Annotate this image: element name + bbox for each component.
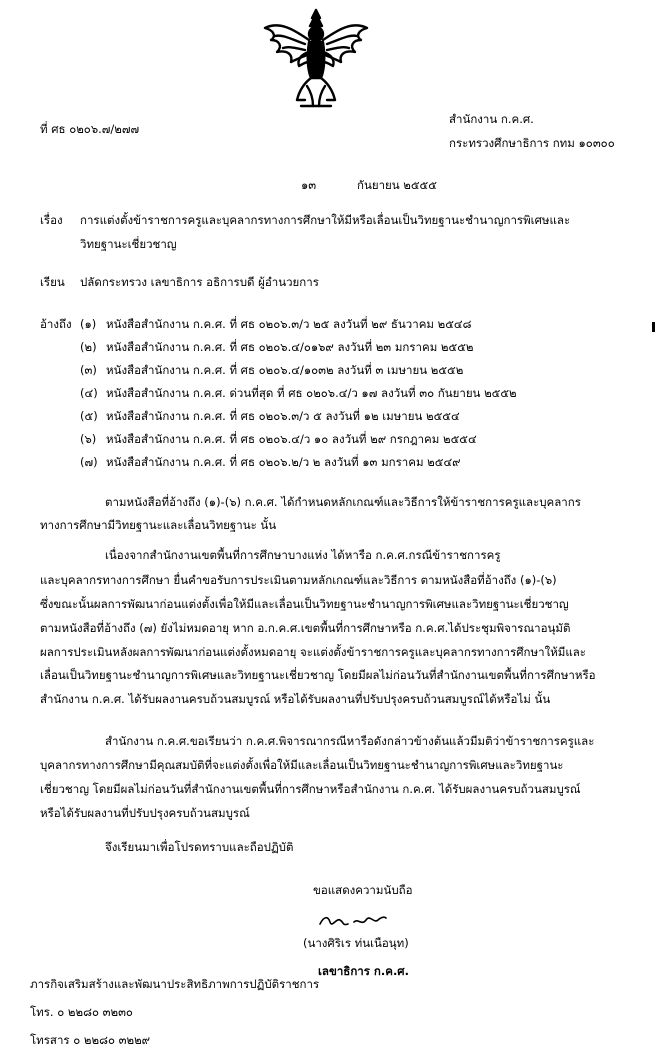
paragraph-line: บุคลากรทางการศึกษามีคุณสมบัติที่จะแต่งตั้งเพื่อให้มีและเลื่อนเป็นวิทยฐานะชำนาญการพิเศษและวิทยฐานะ [40,758,564,772]
scan-edge-mark [652,322,655,332]
signer-name: (นางศิริเร ท่นเนือนุท) [303,936,409,950]
footer-phone: โทร. ๐ ๒๒๘๐ ๓๒๓๐ [30,1005,133,1019]
closing-regards: ขอแสดงความนับถือ [313,883,413,897]
office-address: กระทรวงศึกษาธิการ กทม ๑๐๓๐๐ [449,136,615,150]
paragraph-line: เชี่ยวชาญ โดยมีผลไม่ก่อนวันที่สำนักงานเขตพื้นที่การศึกษาหรือสำนักงาน ก.ค.ศ. ได้รับผลงานครบถ้วนสมบูรณ์ [40,782,581,796]
signer-position: เลขาธิการ ก.ค.ศ. [318,964,409,978]
paragraph-line: หรือได้รับผลงานที่ปรับปรุงครบถ้วนสมบูรณ์ [40,806,250,820]
reference-number: (๑) [80,317,97,331]
closing-request: จึงเรียนมาเพื่อโปรดทราบและถือปฏิบัติ [105,840,294,854]
references-label: อ้างถึง [40,317,72,331]
paragraph-line: ทางการศึกษามีวิทยฐานะและเลื่อนวิทยฐานะ นั้น [40,518,277,532]
paragraph-line: เลื่อนเป็นวิทยฐานะชำนาญการพิเศษและวิทยฐานะเชี่ยวชาญ โดยมีผลไม่ก่อนวันที่สำนักงานเขตพื้นที่การศึกษาหรือ [40,668,596,682]
footer-department: ภารกิจเสริมสร้างและพัฒนาประสิทธิภาพการปฏิบัติราชการ [30,977,320,991]
garuda-emblem-icon [257,6,375,110]
subject-line: การแต่งตั้งข้าราชการครูและบุคลากรทางการศึกษาให้มีหรือเลื่อนเป็นวิทยฐานะชำนาญการพิเศษและ [80,213,571,227]
reference-item [80,385,517,403]
subject-line: วิทยฐานะเชี่ยวชาญ [80,237,177,251]
reference-item [80,339,474,357]
reference-number: (๖) [80,432,97,446]
office-name: สำนักงาน ก.ค.ศ. [449,112,534,126]
reference-item [80,362,463,380]
reference-number: (๒) [80,340,97,354]
signature-icon [318,908,388,934]
reference-number: (๓) [80,363,97,377]
paragraph-line: และบุคลากรทางการศึกษา ยื่นคำขอรับการประเมินตามหลักเกณฑ์และวิธีการ ตามหนังสือที่อ้างถึง (๑)-(๖) [40,573,557,587]
subject-label: เรื่อง [40,213,63,227]
reference-text: หนังสือสำนักงาน ก.ค.ศ. ด่วนที่สุด ที่ ศธ ๐๒๐๖.๔/ว ๑๗ ลงวันที่ ๓๐ กันยายน ๒๕๕๒ [106,386,517,400]
reference-number: (๕) [80,409,98,423]
paragraph-line: ผลการประเมินหลังผลการพัฒนาก่อนแต่งตั้งหมดอายุ จะแต่งตั้งข้าราชการครูและบุคลากรทางการศึกษาให้มีและ [40,645,586,659]
document-number: ที่ ศธ ๐๒๐๖.๗/๒๗๗ [40,122,140,136]
paragraph-line: สำนักงาน ก.ค.ศ.ขอเรียนว่า ก.ค.ศ.พิจารณากรณีหารือดังกล่าวข้างต้นแล้วมีมติว่าข้าราชการครูและ [105,734,595,748]
reference-text: หนังสือสำนักงาน ก.ค.ศ. ที่ ศธ ๐๒๐๖.๓/ว ๕ ลงวันที่ ๑๒ เมษายน ๒๕๕๔ [106,409,460,423]
reference-item [80,431,477,449]
reference-item [80,316,471,334]
paragraph-line: ซึ่งขณะนั้นผลการพัฒนาก่อนแต่งตั้งเพื่อให้มีและเลื่อนเป็นวิทยฐานะชำนาญการพิเศษและวิทยฐานะเชี่ยวชาญ [40,597,569,611]
reference-text: หนังสือสำนักงาน ก.ค.ศ. ที่ ศธ ๐๒๐๖.๔/ว ๑๐ ลงวันที่ ๒๙ กรกฎาคม ๒๕๕๔ [106,432,477,446]
reference-item [80,454,461,472]
reference-text: หนังสือสำนักงาน ก.ค.ศ. ที่ ศธ ๐๒๐๖.๔/๐๑๖๙ ลงวันที่ ๒๓ มกราคม ๒๕๕๒ [106,340,474,354]
paragraph-line: เนื่องจากสำนักงานเขตพื้นที่การศึกษาบางแห่ง ได้หารือ ก.ค.ศ.กรณีข้าราชการครู [105,548,501,562]
reference-text: หนังสือสำนักงาน ก.ค.ศ. ที่ ศธ ๐๒๐๖.๓/ว ๒๕ ลงวันที่ ๒๙ ธันวาคม ๒๕๔๘ [106,317,472,331]
paragraph-line: สำนักงาน ก.ค.ศ. ได้รับผลงานครบถ้วนสมบูรณ์ หรือได้รับผลงานที่ปรับปรุงครบถ้วนสมบูรณ์ได้หรือไม่ นั้น [40,692,551,706]
reference-item [80,408,460,426]
paragraph-line: ตามหนังสือที่อ้างถึง (๗) ยังไม่หมดอายุ หาก อ.ก.ค.ศ.เขตพื้นที่การศึกษาหรือ ก.ค.ศ.ได้ประชุมพิจารณาอนุมัติ [40,621,571,635]
reference-text: หนังสือสำนักงาน ก.ค.ศ. ที่ ศธ ๐๒๐๖.๒/ว ๒ ลงวันที่ ๑๓ มกราคม ๒๕๔๙ [106,455,461,469]
reference-number: (๔) [80,386,98,400]
reference-number: (๗) [80,455,98,469]
paragraph-line: ตามหนังสือที่อ้างถึง (๑)-(๖) ก.ค.ศ. ได้กำหนดหลักเกณฑ์และวิธีการให้ข้าราชการครูและบุคลากร [105,495,581,509]
recipient-text: ปลัดกระทรวง เลขาธิการ อธิการบดี ผู้อำนวยการ [80,275,319,289]
date-month-year: กันยายน ๒๕๕๕ [357,178,437,192]
footer-fax: โทรสาร ๐ ๒๒๘๐ ๓๒๒๙ [30,1033,151,1047]
date-day: ๑๓ [301,178,317,192]
reference-text: หนังสือสำนักงาน ก.ค.ศ. ที่ ศธ ๐๒๐๖.๔/๑๐๓๒ ลงวันที่ ๓ เมษายน ๒๕๕๒ [106,363,464,377]
recipient-label: เรียน [40,275,65,289]
